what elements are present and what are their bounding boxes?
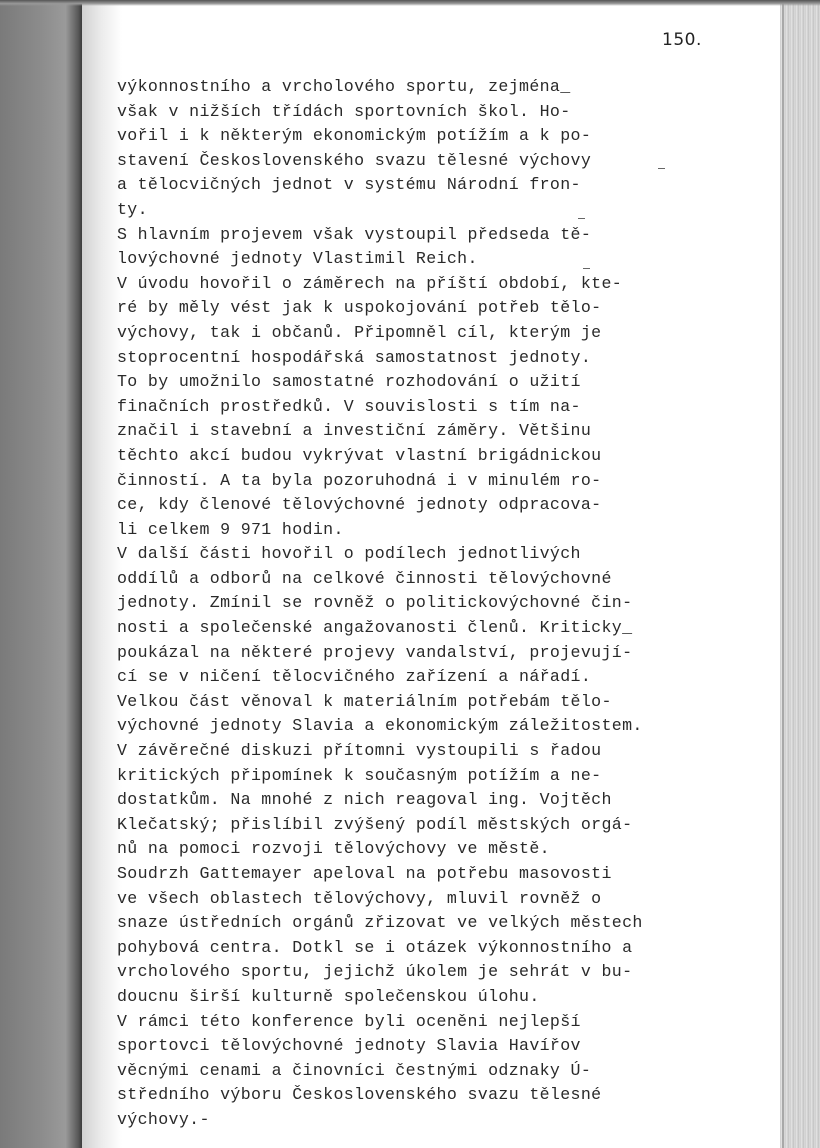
text-line: však v nižších třídách sportovních škol. Ho-	[117, 101, 571, 121]
text-line: li celkem 9 971 hodin.	[117, 519, 344, 539]
text-line: těchto akcí budou vykrývat vlastní brigádnickou	[117, 445, 602, 465]
text-line: výkonnostního a vrcholového sportu, zejména_	[117, 77, 571, 96]
text-line: stavení Československého svazu tělesné výchovy	[117, 150, 592, 170]
text-line: značil i stavební a investiční záměry. Většinu	[117, 421, 592, 441]
text-line: vořil i k některým ekonomickým potížím a k po-	[117, 126, 592, 146]
page-inner-fade	[82, 0, 122, 1148]
text-line: ce, kdy členové tělovýchovné jednoty odpracova-	[117, 495, 602, 515]
text-line: ré by měly vést jak k uspokojování potřeb tělo-	[117, 298, 602, 318]
text-line: nů na pomoci rozvoji tělovýchovy ve městě.	[117, 839, 550, 859]
text-line: kritických připomínek k současným potížím a ne-	[117, 765, 602, 785]
text-line: Klečatský; přislíbil zvýšený podíl městských orgá-	[117, 814, 633, 834]
text-line: ve všech oblastech tělovýchovy, mluvil rovněž o	[117, 888, 602, 908]
text-line: V úvodu hovořil o záměrech na příští období, kte-	[117, 273, 623, 293]
text-line: ty.	[117, 199, 148, 219]
text-line: stoprocentní hospodářská samostatnost jednoty.	[117, 347, 592, 367]
text-line: výchovy, tak i občanů. Připomněl cíl, kterým je	[117, 322, 602, 342]
text-line: vrcholového sportu, jejichž úkolem je sehrát v bu-	[117, 962, 633, 982]
text-line: výchovné jednoty Slavia a ekonomickým záležitostem.	[117, 716, 643, 736]
text-line: V rámci této konference byli oceněni nejlepší	[117, 1011, 581, 1031]
text-line: činností. A ta byla pozoruhodná i v minulém ro-	[117, 470, 602, 490]
text-line: cí se v ničení tělocvičného zařízení a nářadí.	[117, 667, 592, 687]
text-line: nosti a společenské angažovanosti členů. Kriticky_	[117, 618, 633, 638]
page-number: 150.	[662, 30, 702, 50]
text-line: Soudrzh Gattemayer apeloval na potřebu masovosti	[117, 864, 612, 883]
text-line: oddílů a odborů na celkové činnosti tělovýchovné	[117, 568, 612, 588]
text-line: V další části hovořil o podílech jednotlivých	[117, 544, 581, 564]
text-line: doucnu širší kulturně společenskou úlohu.	[117, 986, 540, 1006]
text-line: věcnými cenami a činovníci čestnými odznaky Ú-	[117, 1060, 592, 1080]
page-stack-line	[782, 0, 784, 1148]
text-line: pohybová centra. Dotkl se i otázek výkonnostního a	[117, 937, 633, 957]
text-line: dostatkům. Na mnohé z nich reagoval ing. Vojtěch	[117, 790, 612, 810]
text-line: finačních prostředků. V souvislosti s tím na-	[117, 396, 581, 416]
text-line: lovýchovné jednoty Vlastimil Reich.	[117, 249, 478, 269]
book-gutter-shadow	[0, 0, 82, 1148]
text-line: a tělocvičných jednot v systému Národní fron-	[117, 175, 581, 195]
page-stack-edge	[780, 0, 820, 1148]
text-line: středního výboru Československého svazu tělesné	[117, 1085, 602, 1105]
text-line: jednoty. Zmínil se rovněž o politickovýchovné čin-	[117, 593, 633, 613]
text-line: S hlavním projevem však vystoupil předseda tě-	[117, 224, 592, 244]
scan-top-shadow	[0, 0, 820, 6]
typewritten-body-text	[117, 75, 677, 1133]
text-line: výchovy.-	[117, 1109, 210, 1129]
text-line: snaze ústředních orgánů zřizovat ve velkých městech	[117, 913, 643, 933]
text-line: V závěrečné diskuzi přítomni vystoupili s řadou	[117, 741, 602, 761]
text-line: To by umožnilo samostatné rozhodování o užití	[117, 372, 581, 392]
text-line: Velkou část věnoval k materiálním potřebám tělo-	[117, 691, 612, 711]
text-line: sportovci tělovýchovné jednoty Slavia Havířov	[117, 1036, 581, 1056]
text-line: poukázal na některé projevy vandalství, projevují-	[117, 642, 633, 662]
